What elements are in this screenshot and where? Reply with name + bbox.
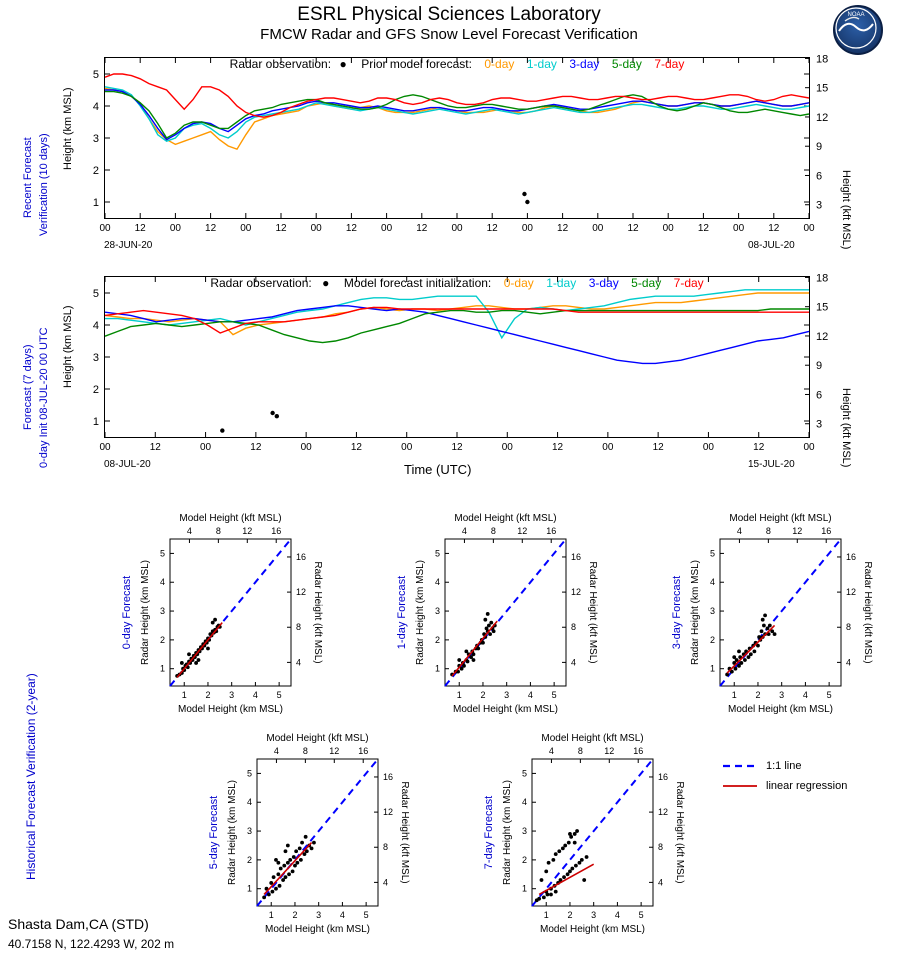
svg-text:Radar Height (km MSL): Radar Height (km MSL) [502,779,513,886]
svg-text:12: 12 [275,223,287,234]
svg-text:00: 00 [451,223,463,234]
svg-text:3: 3 [521,826,527,837]
svg-text:00: 00 [702,442,714,453]
svg-text:NOAA: NOAA [847,12,865,18]
svg-text:00: 00 [521,223,533,234]
svg-text:4: 4 [434,577,440,588]
svg-text:00: 00 [99,223,111,234]
scatter-panel-1day [383,505,618,720]
regression-line-icon [722,781,758,791]
legend2-item-1day: 1-day [546,276,577,290]
legend-obs-label: Radar observation: [229,57,332,71]
svg-text:5: 5 [92,69,99,81]
svg-text:4: 4 [339,910,345,920]
panel1-start-date: 28-JUN-20 [104,240,153,251]
svg-text:00: 00 [803,223,815,234]
legend-item-3day: 3-day [569,57,600,71]
svg-text:8: 8 [490,526,496,536]
legend-recent [104,55,810,71]
svg-text:3: 3 [709,606,715,617]
svg-text:2: 2 [205,690,211,700]
svg-text:Model Height (km MSL): Model Height (km MSL) [539,924,646,935]
svg-text:12: 12 [768,223,780,234]
svg-text:Radar Height (kft MSL): Radar Height (kft MSL) [674,781,685,884]
svg-text:16: 16 [358,746,369,756]
svg-text:4: 4 [658,877,664,888]
svg-text:Radar Height (km MSL): Radar Height (km MSL) [415,559,426,666]
svg-text:4: 4 [571,657,577,668]
svg-text:12: 12 [816,111,829,124]
svg-text:1: 1 [268,910,274,920]
svg-text:12: 12 [149,442,161,453]
svg-text:1: 1 [521,883,527,894]
svg-text:12: 12 [571,587,582,598]
svg-text:12: 12 [846,587,857,598]
panel3-side-label: Historical Forecast Verification (2-year) [24,673,38,880]
svg-text:5: 5 [246,768,252,779]
svg-text:0-day Forecast: 0-day Forecast [121,575,133,650]
scatter-legend [722,760,882,792]
svg-text:12: 12 [205,223,217,234]
svg-text:4: 4 [92,320,99,332]
svg-text:3: 3 [779,690,785,700]
legend2-obs-label: Radar observation: [210,276,312,290]
svg-text:3: 3 [246,826,252,837]
svg-text:Radar Height (kft MSL): Radar Height (kft MSL) [587,561,598,664]
svg-text:2: 2 [92,384,99,396]
panel1-y2label: Height (kft MSL) [840,170,852,250]
svg-text:00: 00 [99,442,111,453]
page-header [0,4,898,43]
svg-text:4: 4 [273,746,279,756]
svg-text:12: 12 [383,807,394,818]
svg-text:4: 4 [252,690,258,700]
svg-text:5: 5 [434,548,440,559]
svg-text:4: 4 [527,690,533,700]
svg-text:5: 5 [709,548,715,559]
svg-text:1: 1 [92,197,99,209]
svg-text:4: 4 [614,910,620,920]
svg-text:4: 4 [186,526,192,536]
scatter-panel-5day [195,725,430,940]
scatter-legend-label-0: 1:1 line [766,760,802,772]
panel2-xlabel: Time (UTC) [404,462,472,477]
svg-text:Model Height (km MSL): Model Height (km MSL) [452,704,559,715]
svg-text:8: 8 [765,526,771,536]
svg-text:00: 00 [401,442,413,453]
svg-text:2: 2 [246,854,252,865]
svg-text:12: 12 [242,526,253,536]
noaa-logo-icon [833,5,883,55]
svg-text:00: 00 [803,442,815,453]
svg-text:2: 2 [92,165,99,177]
svg-text:12: 12 [552,442,564,453]
svg-text:Model Height (km MSL): Model Height (km MSL) [727,704,834,715]
svg-text:Model Height (kft MSL): Model Height (kft MSL) [541,733,644,744]
panel1-end-date: 08-JUL-20 [748,240,795,251]
scatter-panel-0day [108,505,343,720]
svg-text:8: 8 [302,746,308,756]
svg-text:12: 12 [350,442,362,453]
svg-text:5: 5 [276,690,282,700]
svg-text:4: 4 [461,526,467,536]
svg-text:8: 8 [571,622,577,633]
panel2-side-label-2: 0-day Init 08-JUL-20 00 UTC [38,327,50,468]
svg-text:5: 5 [521,768,527,779]
panel1-ylabel: Height (km MSL) [62,87,74,170]
legend2-item-7day: 7-day [673,276,704,290]
svg-text:12: 12 [416,223,428,234]
svg-text:1: 1 [456,690,462,700]
svg-text:1: 1 [181,690,187,700]
svg-text:00: 00 [169,223,181,234]
legend-item-1day: 1-day [526,57,557,71]
svg-text:8: 8 [846,622,852,633]
svg-text:16: 16 [546,526,557,536]
svg-text:2: 2 [434,634,440,645]
svg-text:00: 00 [592,223,604,234]
page-title: ESRL Physical Sciences Laboratory [297,4,601,25]
svg-text:12: 12 [134,223,146,234]
svg-text:12: 12 [697,223,709,234]
svg-text:6: 6 [816,170,823,183]
svg-text:6: 6 [816,389,823,402]
recent-verification-svg [92,53,829,234]
svg-text:8: 8 [658,842,664,853]
svg-text:Radar Height (kft MSL): Radar Height (kft MSL) [399,781,410,884]
svg-text:Radar Height (kft MSL): Radar Height (kft MSL) [862,561,873,664]
svg-text:1: 1 [709,663,715,674]
svg-text:Radar Height (kft MSL): Radar Height (kft MSL) [312,561,323,664]
legend-item-0day: 0-day [484,57,515,71]
legend2-item-3day: 3-day [588,276,619,290]
panel2-ylabel: Height (km MSL) [62,305,74,388]
svg-text:12: 12 [345,223,357,234]
svg-text:16: 16 [296,551,307,562]
svg-text:5: 5 [551,690,557,700]
svg-text:16: 16 [571,551,582,562]
svg-text:16: 16 [633,746,644,756]
svg-text:12: 12 [753,442,765,453]
svg-text:3: 3 [816,199,823,212]
page-subtitle: FMCW Radar and GFS Snow Level Forecast Verification [260,26,638,43]
svg-text:15: 15 [816,301,829,314]
svg-text:2: 2 [292,910,298,920]
svg-text:5: 5 [638,910,644,920]
svg-text:3: 3 [591,910,597,920]
svg-text:00: 00 [200,442,212,453]
legend2-item-5day: 5-day [631,276,662,290]
svg-text:00: 00 [310,223,322,234]
legend-obs-marker: ● [339,57,347,71]
svg-text:12: 12 [296,587,307,598]
svg-text:00: 00 [733,223,745,234]
svg-text:5: 5 [92,288,99,300]
legend2-item-0day: 0-day [503,276,534,290]
svg-text:4: 4 [846,657,852,668]
one-to-one-line-icon [722,761,758,771]
panel1-side-label-2: Verification (10 days) [38,133,50,236]
svg-text:3: 3 [816,418,823,431]
svg-text:4: 4 [736,526,742,536]
svg-text:12: 12 [250,442,262,453]
svg-text:12: 12 [604,746,615,756]
svg-text:12: 12 [627,223,639,234]
scatter-5day-svg [195,725,430,940]
svg-text:4: 4 [383,877,389,888]
scatter-panel-3day [658,505,893,720]
forecast-7day-plot [92,272,829,453]
scatter-7day-svg [470,725,705,940]
svg-text:1-day Forecast: 1-day Forecast [396,575,408,650]
svg-text:5: 5 [159,548,165,559]
svg-text:9: 9 [816,141,823,154]
svg-text:12: 12 [816,330,829,343]
svg-text:1: 1 [731,690,737,700]
svg-text:16: 16 [821,526,832,536]
svg-text:8: 8 [215,526,221,536]
svg-text:12: 12 [329,746,340,756]
scatter-0day-svg [108,505,343,720]
svg-text:00: 00 [501,442,513,453]
svg-text:1: 1 [159,663,165,674]
recent-verification-plot [92,53,829,234]
svg-text:3: 3 [434,606,440,617]
panel2-side-label-1: Forecast (7 days) [22,344,34,430]
panel2-end-date: 15-JUL-20 [748,459,795,470]
svg-text:12: 12 [486,223,498,234]
panel1-side-label-1: Recent Forecast [22,137,34,218]
svg-text:16: 16 [383,771,394,782]
scatter-1day-svg [383,505,618,720]
svg-text:00: 00 [381,223,393,234]
panel2-start-date: 08-JUL-20 [104,459,151,470]
svg-text:3: 3 [92,352,99,364]
svg-text:8: 8 [577,746,583,756]
svg-text:2: 2 [567,910,573,920]
svg-text:Model Height (kft MSL): Model Height (kft MSL) [179,513,282,524]
svg-text:8: 8 [296,622,302,633]
svg-text:Model Height (kft MSL): Model Height (kft MSL) [729,513,832,524]
svg-text:2: 2 [755,690,761,700]
svg-text:Radar Height (km MSL): Radar Height (km MSL) [140,559,151,666]
panel2-y2label: Height (kft MSL) [840,388,852,468]
svg-text:12: 12 [658,807,669,818]
svg-text:12: 12 [652,442,664,453]
svg-text:Radar Height (km MSL): Radar Height (km MSL) [690,559,701,666]
svg-text:7-day Forecast: 7-day Forecast [483,795,495,870]
station-name: Shasta Dam,CA (STD) [8,916,149,932]
svg-text:16: 16 [271,526,282,536]
svg-text:1: 1 [246,883,252,894]
svg-text:9: 9 [816,360,823,373]
svg-text:3: 3 [504,690,510,700]
svg-text:Model Height (km MSL): Model Height (km MSL) [264,924,371,935]
legend-forecast [104,274,810,290]
svg-text:4: 4 [709,577,715,588]
svg-text:8: 8 [383,842,389,853]
svg-text:2: 2 [709,634,715,645]
svg-text:3: 3 [229,690,235,700]
svg-text:4: 4 [246,797,252,808]
svg-text:Radar Height (km MSL): Radar Height (km MSL) [227,779,238,886]
legend2-obs-marker: ● [322,276,330,290]
svg-text:16: 16 [658,771,669,782]
svg-text:5: 5 [826,690,832,700]
svg-text:Model Height (kft MSL): Model Height (kft MSL) [454,513,557,524]
svg-text:Model Height (kft MSL): Model Height (kft MSL) [266,733,369,744]
forecast-7day-svg [92,272,829,453]
svg-text:00: 00 [662,223,674,234]
svg-text:1: 1 [434,663,440,674]
svg-text:3: 3 [316,910,322,920]
svg-text:00: 00 [602,442,614,453]
legend-item-5day: 5-day [611,57,642,71]
svg-text:2: 2 [521,854,527,865]
legend-forecast-label: Prior model forecast: [361,57,472,71]
svg-text:3-day Forecast: 3-day Forecast [671,575,683,650]
svg-text:4: 4 [159,577,165,588]
svg-text:2: 2 [159,634,165,645]
scatter-legend-label-1: linear regression [766,780,848,792]
svg-text:18: 18 [816,272,829,285]
svg-text:4: 4 [548,746,554,756]
station-coords: 40.7158 N, 122.4293 W, 202 m [8,937,175,951]
svg-text:18: 18 [816,53,829,66]
svg-text:1: 1 [543,910,549,920]
svg-text:12: 12 [792,526,803,536]
svg-text:4: 4 [92,101,99,113]
svg-text:00: 00 [240,223,252,234]
svg-text:5: 5 [363,910,369,920]
svg-text:2: 2 [480,690,486,700]
svg-text:3: 3 [159,606,165,617]
legend-item-7day: 7-day [654,57,685,71]
svg-text:1: 1 [92,416,99,428]
svg-text:5-day Forecast: 5-day Forecast [208,795,220,870]
svg-text:4: 4 [802,690,808,700]
svg-text:4: 4 [521,797,527,808]
svg-text:12: 12 [451,442,463,453]
svg-text:Model Height (km MSL): Model Height (km MSL) [177,704,284,715]
svg-text:16: 16 [846,551,857,562]
svg-text:4: 4 [296,657,302,668]
svg-text:12: 12 [557,223,569,234]
scatter-3day-svg [658,505,893,720]
legend2-forecast-label: Model forecast initialization: [343,276,492,290]
scatter-panel-7day [470,725,705,940]
svg-text:00: 00 [300,442,312,453]
svg-text:15: 15 [816,82,829,95]
svg-text:12: 12 [517,526,528,536]
svg-text:3: 3 [92,133,99,145]
